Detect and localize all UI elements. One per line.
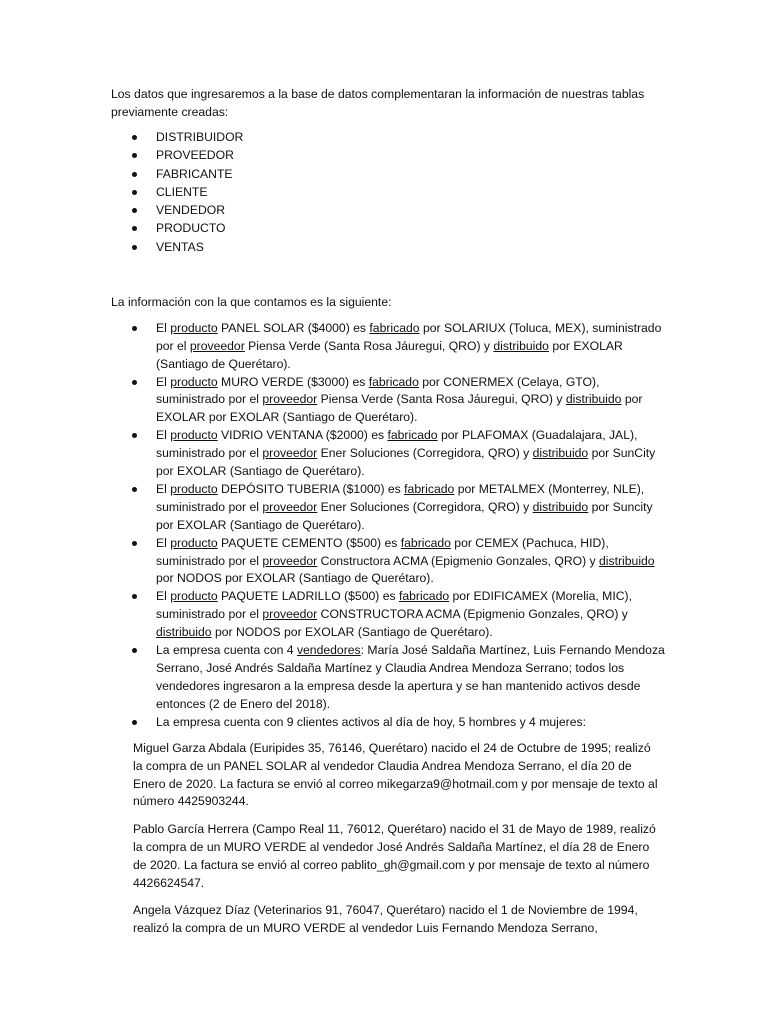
text-run: MURO VERDE ($3000) es (217, 374, 369, 389)
bullet-icon (132, 153, 137, 158)
info-intro: La información con la que contamos es la siguiente: (111, 295, 392, 309)
text-run: El (156, 535, 171, 550)
list-item-label: CLIENTE (156, 184, 208, 199)
keyword-fabricado: fabricado (404, 482, 455, 497)
text-run: : María José Saldaña Martínez, Luis Fernando Mendoza Serrano, José Andrés Saldaña Martínez y Claudia Andrea Mendoza Serrano; todos los vendedores ingresaron a la empresa desde la apertura y se han mantenido activos desde entonces (2 de Enero del 2018). (156, 643, 665, 711)
list-item-label: FABRICANTE (156, 166, 233, 181)
text-run: por NODOS por EXOLAR (Santiago de Querétaro). (211, 625, 493, 640)
keyword-vendedores: vendedores (296, 643, 361, 658)
clients-intro-item (111, 714, 666, 732)
keyword-fabricado: fabricado (387, 428, 438, 443)
bullet-icon (132, 648, 137, 653)
keyword-distribuido: distribuido (493, 338, 549, 353)
keyword-distribuido: distribuido (565, 392, 622, 407)
text-run: por SunCity por EXOLAR (Santiago de Querétaro). (156, 446, 656, 478)
list-item-label: VENTAS (156, 239, 204, 254)
list-item-label: PROVEEDOR (156, 148, 234, 163)
keyword-distribuido: distribuido (532, 446, 589, 461)
keyword-fabricado: fabricado (398, 589, 450, 604)
keyword-proveedor: proveedor (262, 607, 318, 622)
bullet-icon (132, 135, 137, 140)
list-item (111, 239, 243, 257)
keyword-distribuido: distribuido (156, 625, 212, 640)
text-run: El (156, 374, 171, 389)
product-fact-item (111, 320, 666, 373)
text-run: por METALMEX (Monterrey, NLE), suministrado por el (156, 482, 645, 514)
keyword-proveedor: proveedor (262, 392, 318, 407)
intro-paragraph: Los datos que ingresaremos a la base de datos complementaran la información de nuestras tablas previamente creadas: (111, 87, 645, 119)
list-item (111, 220, 243, 238)
text-run: Piensa Verde (Santa Rosa Jáuregui, QRO) y (244, 338, 494, 353)
client-paragraph: Angela Vázquez Díaz (Veterinarios 91, 76047, Querétaro) nacido el 1 de Noviembre de 1994, realizó la compra de un MURO VERDE al vendedor Luis Fernando Mendoza Serrano, (133, 903, 638, 936)
bullet-icon (132, 190, 137, 195)
facts-list (111, 320, 666, 732)
list-item (111, 129, 243, 147)
text-run: por Suncity por EXOLAR (Santiago de Querétaro). (156, 499, 653, 532)
product-fact-item (111, 481, 666, 534)
list-item-label: VENDEDOR (156, 203, 226, 218)
product-fact-item (111, 535, 666, 588)
text-run: DEPÓSITO TUBERIA ($1000) es (217, 482, 405, 497)
list-item (111, 202, 243, 220)
keyword-fabricado: fabricado (369, 321, 420, 335)
list-item-label: DISTRIBUIDOR (156, 130, 244, 144)
text-run: PANEL SOLAR ($4000) es (217, 321, 370, 335)
list-item (111, 184, 243, 202)
text-run: por CEMEX (Pachuca, HID), suministrado por el (156, 535, 609, 568)
keyword-fabricado: fabricado (400, 535, 451, 550)
product-fact-item (111, 374, 666, 427)
keyword-proveedor: proveedor (262, 553, 318, 568)
bullet-icon (132, 541, 137, 546)
keyword-fabricado: fabricado (368, 374, 419, 389)
keyword-proveedor: proveedor (189, 338, 245, 353)
bullet-icon (132, 380, 137, 385)
bullet-icon (132, 594, 137, 599)
text-run: VIDRIO VENTANA ($2000) es (217, 428, 388, 443)
bullet-icon (132, 326, 137, 331)
product-fact-item (111, 427, 666, 480)
keyword-producto: producto (170, 428, 218, 443)
text-run: La empresa cuenta con 9 clientes activos al día de hoy, 5 hombres y 4 mujeres: (156, 714, 586, 729)
text-run: por NODOS por EXOLAR (Santiago de Querétaro). (156, 571, 434, 586)
text-run: CONSTRUCTORA ACMA (Epigmenio Gonzales, QRO) y (317, 607, 628, 622)
keyword-producto: producto (170, 589, 218, 604)
text-run: PAQUETE LADRILLO ($500) es (217, 589, 399, 604)
list-item-label: PRODUCTO (156, 221, 226, 236)
text-run: Constructora ACMA (Epigmenio Gonzales, QRO) y (317, 553, 600, 568)
keyword-proveedor: proveedor (262, 499, 318, 514)
text-run: por EXOLAR (Santiago de Querétaro). (156, 338, 623, 371)
keyword-producto: producto (170, 374, 218, 389)
text-run: Ener Soluciones (Corregidora, QRO) y (317, 446, 533, 461)
list-item (111, 147, 243, 165)
keyword-distribuido: distribuido (532, 499, 589, 514)
bullet-icon (132, 433, 137, 438)
bullet-icon (132, 208, 137, 213)
text-run: por PLAFOMAX (Guadalajara, JAL), suministrado por el (156, 428, 638, 461)
text-run: por SOLARIUX (Toluca, MEX), suministrado por el (156, 321, 662, 353)
list-item (111, 166, 243, 184)
vendors-item (111, 642, 666, 713)
bullet-icon (132, 720, 137, 725)
text-run: por EDIFICAMEX (Morelia, MIC), suministrado por el (156, 589, 632, 622)
text-run: La empresa cuenta con 4 (156, 643, 297, 658)
text-run: por EXOLAR por EXOLAR (Santiago de Querétaro). (156, 392, 643, 425)
clients-section (133, 740, 663, 948)
text-run: El (156, 589, 171, 604)
text-run: por CONERMEX (Celaya, GTO), suministrado por el (156, 374, 600, 407)
tables-list (111, 129, 243, 257)
text-run: El (156, 321, 171, 335)
text-run: El (156, 428, 171, 443)
text-run: El (156, 482, 171, 497)
bullet-icon (132, 245, 137, 250)
keyword-producto: producto (170, 535, 218, 550)
text-run: Ener Soluciones (Corregidora, QRO) y (317, 499, 533, 514)
keyword-producto: producto (170, 321, 218, 335)
keyword-proveedor: proveedor (262, 446, 318, 461)
product-fact-item (111, 588, 666, 641)
keyword-distribuido: distribuido (599, 553, 655, 568)
keyword-producto: producto (170, 482, 218, 497)
client-paragraph: Pablo García Herrera (Campo Real 11, 76012, Querétaro) nacido el 31 de Mayo de 1989, realizó la compra de un MURO VERDE al vendedor José Andrés Saldaña Martínez, el día 28 de Enero de 2020. La factura se envió al correo pablito_gh@gmail.com y por mensaje de texto al número 4426624547. (133, 822, 656, 890)
text-run: Piensa Verde (Santa Rosa Jáuregui, QRO) y (317, 392, 566, 407)
text-run: PAQUETE CEMENTO ($500) es (217, 535, 401, 550)
bullet-icon (132, 487, 137, 492)
bullet-icon (132, 226, 137, 231)
client-paragraph: Miguel Garza Abdala (Euripides 35, 76146, Querétaro) nacido el 24 de Octubre de 1995; realizó la compra de un PANEL SOLAR al vendedor Claudia Andrea Mendoza Serrano, el día 20 de Enero de 2020. La factura se envió al correo mikegarza9@hotmail.com y por mensaje de texto al número 4425903244. (133, 741, 658, 809)
bullet-icon (132, 172, 137, 177)
